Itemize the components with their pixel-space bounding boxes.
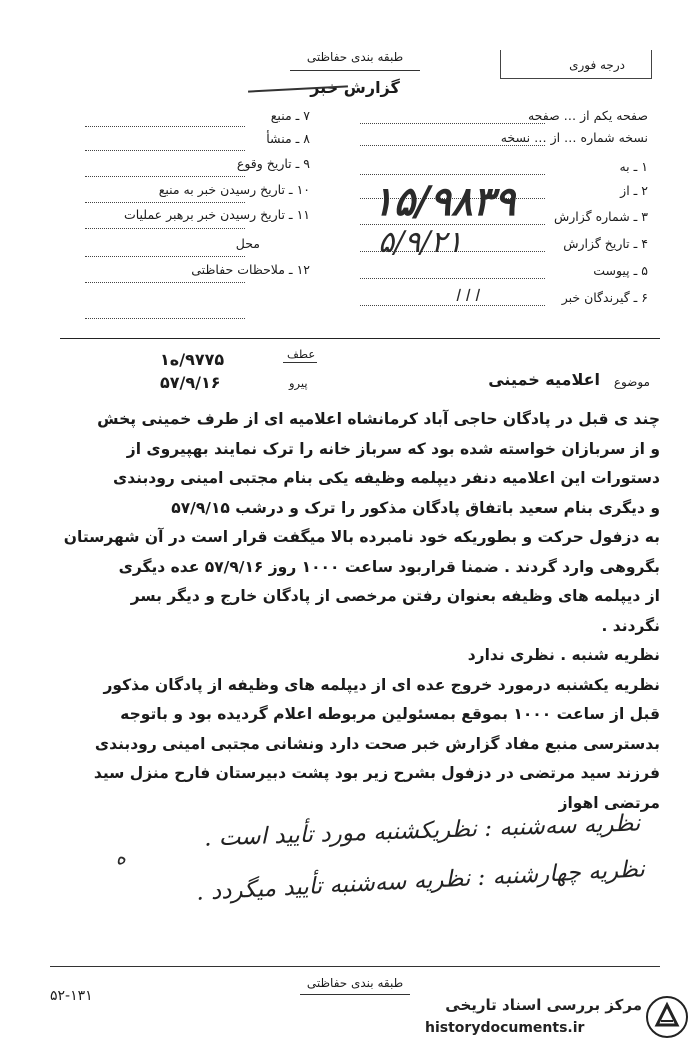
subject-value: اعلامیه خمینی [488,370,600,389]
form-right-field-6: ۴ ـ تاریخ گزارش [563,236,648,251]
body-line: مرتضی اهواز [558,793,660,812]
body-line: چند ی قبل در پادگان حاجی آباد کرمانشاه اعلامیه ای از طرف خمینی پخش [97,410,660,428]
body-line: از دیپلمه های وظیفه بعنوان رفتن مرخصی از پادگان خارج و دیگر بسر [130,587,660,605]
body-line: نگردند . [601,616,660,635]
body-line: بدسترسی منبع مفاد گزارش خبر صحت دارد ونشانی مجتبی امینی رودبندی [94,734,660,753]
form-left-field-line [85,126,245,127]
priority-label: درجه فوری [569,58,625,72]
form-left-field-6: محل [235,236,260,251]
form-left-field-line [85,282,245,283]
form-left-field-line [85,256,245,257]
watermark-title: مرکز بررسی اسناد تاریخی [445,996,642,1014]
footer-classification: طبقه بندی حفاظتی [306,976,404,990]
classification-top: طبقه بندی حفاظتی [306,50,404,64]
report-date-handwritten: ۵/۹/۲۱ [378,225,463,260]
form-left-field-4: ۱۰ ـ تاریخ رسیدن خبر به منبع [158,182,310,197]
body-line: قبل از ساعت ۱۰۰۰ بموقع بمسئولین مربوطه اعلام گردیده بود و باتوجه [120,705,660,723]
form-left-field-line [85,150,245,151]
form-left-field-2: ۸ ـ منشأ [266,131,310,146]
form-left-field-7: ۱۲ ـ ملاحظات حفاظتی [191,262,310,277]
body-line: به دزفول حرکت و بطوریکه خود نامبرده بالا میگفت قرار است در آن شهرستان [63,528,660,546]
watermark-url: historydocuments.ir [425,1020,585,1036]
reference-box [283,362,317,363]
form-right-field-line [360,174,545,175]
body-line: بگروهی وارد گردند . ضمنا قراربود ساعت ۱۰۰۰ روز ۵۷/۹/۱۶ عده دیگری [118,557,660,576]
report-title: گزارش خبر [310,78,400,97]
form-right-field-2: نسخه شماره … از … نسخه [500,130,648,145]
form-right-field-3: ۱ ـ به [619,159,648,174]
handwritten-note-1: نظریه سه‌شنبه : نظریکشنبه مورد تأیید است . [203,810,641,852]
reference-atf-label: عطف [287,347,316,361]
scribble-mark: ا ا ا [455,286,479,305]
body-line: فرزند سید مرتضی در دزفول بشرح زیر بود پشت دبیرستان فارح منزل سید [93,764,660,782]
form-right-field-line [360,278,545,279]
body-line: و دیگری بنام سعید باتفاق پادگان مذکور را ترک و درشب ۵۷/۹/۱۵ [171,498,660,517]
form-divider [60,338,660,339]
footer-classification-underline [300,994,410,995]
form-right-field-line [360,305,545,306]
body-line: نظریه یکشنبه درمورد خروج عده ای از دیپلمه های وظیفه از پادگان مذکور [103,675,660,694]
form-right-field-7: ۵ ـ پیوست [593,263,648,278]
form-right-field-5: ۳ ـ شماره گزارش [553,209,648,224]
form-left-field-5: ۱۱ ـ تاریخ رسیدن خبر برهبر عملیات [123,207,310,222]
priority-box [500,50,652,79]
form-left-field-line [85,318,245,319]
form-left-field-3: ۹ ـ تاریخ وقوع [236,156,310,171]
form-left-field-line [85,228,245,229]
form-left-field-line [85,176,245,177]
form-right-field-8: ۶ ـ گیرندگان خبر [561,290,648,305]
reference-peyro-label: پیرو [289,376,308,390]
form-right-field-line [360,145,545,146]
form-right-field-line [360,123,545,124]
form-right-field-1: صفحه یکم از … صفحه [527,108,648,123]
form-left-field-line [85,202,245,203]
doc-code: ۵۲-۱۳۱ [50,988,93,1004]
handwritten-scribble-left: ه [112,844,128,870]
body-line: دستورات این اعلامیه دنفر دیپلمه وظیفه یکی بنام مجتبی امینی رودبندی [112,469,660,487]
body-line: نظریه شنبه . نظری ندارد [467,646,660,664]
form-left-field-1: ۷ ـ منبع [270,108,310,123]
handwritten-note-2: نظریه چهارشنبه : نظریه سه‌شنبه تأیید میگردد . [195,856,646,906]
body-line: و از سربازان خواسته شده بود که سرباز خانه را ترک نمایند بهپیروی از [126,439,660,458]
reference-number: ۹۷۷۵/ه۱ [160,350,225,369]
watermark-logo-icon [645,995,689,1039]
report-number-handwritten: ۱۵/۹۸۳۹ [372,178,516,225]
footer-divider [50,966,660,967]
reference-date: ۵۷/۹/۱۶ [160,373,221,392]
subject-label: موضوع [613,375,650,389]
classification-underline [290,70,420,71]
form-right-field-4: ۲ ـ از [620,183,648,198]
